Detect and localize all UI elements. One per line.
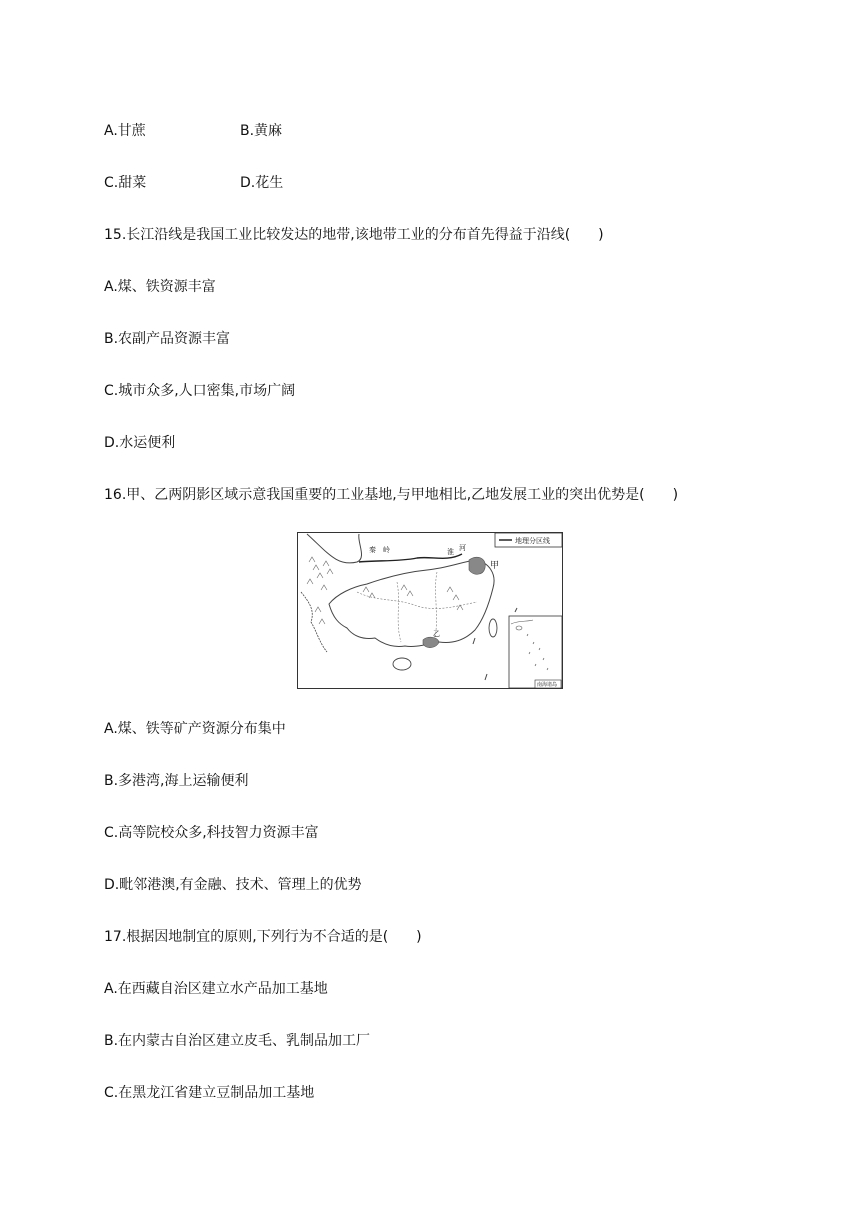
q16-stem: 16.甲、乙两阴影区域示意我国重要的工业基地,与甲地相比,乙地发展工业的突出优势是( ): [104, 487, 679, 503]
map-inset: [509, 616, 562, 688]
map-inset-label: 南海诸岛: [537, 682, 558, 688]
map-region-jia: [469, 557, 485, 574]
map-legend: [495, 533, 562, 547]
map-legend-label: 地理分区线: [515, 537, 550, 545]
q14-option-a: A.甘蔗: [104, 123, 146, 139]
q14-option-d: D.花生: [240, 175, 284, 191]
q17-option-a: A.在西藏自治区建立水产品加工基地: [104, 981, 328, 997]
map-label-yi: 乙: [433, 630, 440, 638]
q17-stem: 17.根据因地制宜的原则,下列行为不合适的是( ): [104, 929, 422, 945]
q14-option-b: B.黄麻: [240, 123, 283, 139]
q16-option-a: A.煤、铁等矿产资源分布集中: [104, 721, 286, 737]
map-label-he: 河: [459, 544, 466, 552]
q16-option-c: C.高等院校众多,科技智力资源丰富: [104, 825, 319, 841]
q17-option-b: B.在内蒙古自治区建立皮毛、乳制品加工厂: [104, 1033, 371, 1049]
q16-map: [297, 532, 563, 689]
q14-option-c: C.甜菜: [104, 175, 147, 191]
map-label-huai: 淮: [447, 548, 454, 556]
q15-option-d: D.水运便利: [104, 435, 176, 451]
q16-option-b: B.多港湾,海上运输便利: [104, 773, 249, 789]
map-label-qinling: 秦 岭: [369, 546, 390, 554]
q17-option-c: C.在黑龙江省建立豆制品加工基地: [104, 1085, 315, 1101]
q15-option-a: A.煤、铁资源丰富: [104, 279, 216, 295]
q16-option-d: D.毗邻港澳,有金融、技术、管理上的优势: [104, 877, 362, 893]
q15-option-c: C.城市众多,人口密集,市场广阔: [104, 383, 296, 399]
map-label-jia: 甲: [490, 561, 500, 571]
q15-stem: 15.长江沿线是我国工业比较发达的地带,该地带工业的分布首先得益于沿线( ): [104, 227, 604, 243]
q15-option-b: B.农副产品资源丰富: [104, 331, 231, 347]
